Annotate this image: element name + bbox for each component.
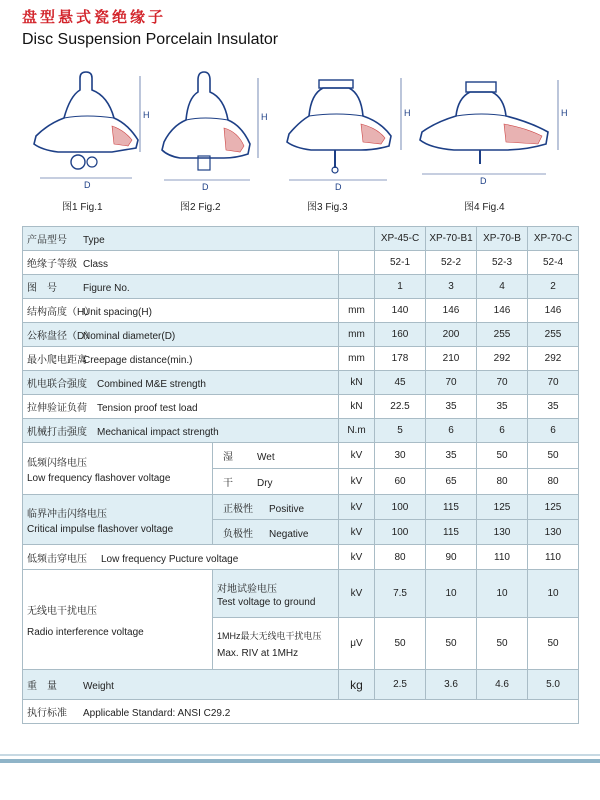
value-cell: 115 (426, 495, 477, 520)
row-label-en: Radio interference voltage (27, 626, 144, 638)
value-cell: 52-2 (426, 251, 477, 275)
sub-label-cn: 湿 (223, 452, 233, 463)
unit-cell: mm (339, 299, 375, 323)
sub-label-en: Max. RIV at 1MHz (217, 647, 299, 659)
insulator-drawing-2 (158, 70, 278, 195)
table-row (23, 323, 579, 347)
value-cell: 50 (477, 618, 528, 670)
value-cell: 50 (477, 443, 528, 469)
row-label-cn: 低频闪络电压 (27, 457, 87, 469)
sub-label-cn: 负极性 (223, 528, 253, 540)
value-cell: 10 (426, 570, 477, 618)
insulator-drawing-3 (283, 70, 413, 195)
dim-d-1: D (84, 180, 91, 190)
value-cell: 4 (477, 275, 528, 299)
page-title-en: Disc Suspension Porcelain Insulator (22, 31, 279, 48)
row-label-cn: 公称盘径（D） (27, 331, 95, 342)
value-cell: 35 (477, 395, 528, 419)
row-label-en: Low frequency Pucture voltage (101, 553, 239, 565)
value-cell: 22.5 (375, 395, 426, 419)
row-label-en: Unit spacing(H) (83, 307, 152, 318)
value-cell: 52-3 (477, 251, 528, 275)
value-cell: 292 (477, 347, 528, 371)
value-cell: 255 (528, 323, 579, 347)
table-row (23, 419, 579, 443)
unit-cell: kV (339, 520, 375, 545)
row-label-en: Tension proof test load (97, 403, 198, 414)
value-cell: 6 (426, 419, 477, 443)
unit-cell: kV (339, 469, 375, 495)
value-cell: 70 (426, 371, 477, 395)
row-label-en: Low frequency flashover voltage (27, 472, 171, 484)
bottom-divider-dark (0, 759, 600, 763)
table-row (23, 570, 579, 618)
row-label-en: Creepage distance(min.) (83, 355, 193, 366)
value-cell: 35 (528, 395, 579, 419)
table-row (23, 371, 579, 395)
dim-h-3: H (404, 108, 411, 118)
table-row (23, 347, 579, 371)
value-cell: 70 (528, 371, 579, 395)
sub-label-cn: 1MHz最大无线电干扰电压 (217, 630, 322, 641)
table-row (23, 299, 579, 323)
model-cell: XP-70-C (528, 227, 579, 251)
unit-cell (339, 251, 375, 275)
row-label-cn: 机械打击强度 (27, 427, 87, 438)
figure-3-caption: 图3 Fig.3 (307, 202, 348, 213)
value-cell: 3 (426, 275, 477, 299)
spec-table (22, 226, 579, 724)
sub-label-en: Positive (269, 503, 305, 515)
value-cell: 6 (477, 419, 528, 443)
table-row (23, 545, 579, 570)
dim-d-2: D (202, 182, 209, 192)
table-row (23, 275, 579, 299)
figure-4 (418, 70, 578, 213)
insulator-drawing-1 (28, 70, 158, 195)
lowfreq-label-cell (23, 443, 213, 495)
unit-cell: kN (339, 395, 375, 419)
value-cell: 45 (375, 371, 426, 395)
figures-row (0, 70, 600, 220)
value-cell: 1 (375, 275, 426, 299)
value-cell: 292 (528, 347, 579, 371)
row-label-cn: 执行标准 (27, 708, 67, 719)
value-cell: 110 (477, 545, 528, 570)
page-title-cn: 盘型悬式瓷绝缘子 (22, 8, 167, 26)
dim-h-4: H (561, 108, 568, 118)
unit-cell: μV (339, 618, 375, 670)
value-cell: 125 (477, 495, 528, 520)
row-label-cn: 图 号 (27, 283, 57, 294)
value-cell: 70 (477, 371, 528, 395)
row-label-en: Critical impulse flashover voltage (27, 523, 174, 535)
value-cell: 146 (528, 299, 579, 323)
row-label-cn: 拉伸验证负荷 (27, 403, 87, 414)
sub-label-en: Wet (257, 452, 275, 463)
value-cell: 60 (375, 469, 426, 495)
value-cell: 125 (528, 495, 579, 520)
unit-cell: kg (339, 670, 375, 700)
value-cell: 115 (426, 520, 477, 545)
table-row (23, 251, 579, 275)
value-cell: 52-1 (375, 251, 426, 275)
table-row (23, 700, 579, 724)
figure-2 (158, 70, 278, 213)
sub-label-en: Negative (269, 528, 309, 540)
sub-label-cn: 对地试验电压 (217, 583, 277, 595)
sub-label-cn: 正极性 (223, 503, 253, 515)
value-cell: 7.5 (375, 570, 426, 618)
insulator-drawing-4 (418, 70, 578, 195)
value-cell: 50 (426, 618, 477, 670)
dim-d-4: D (480, 176, 487, 186)
impulse-label-cell (23, 495, 213, 545)
unit-cell: mm (339, 347, 375, 371)
value-cell: 130 (477, 520, 528, 545)
row-label-cn: 临界冲击闪络电压 (27, 508, 107, 520)
figure-3 (283, 70, 413, 213)
figure-4-caption: 图4 Fig.4 (464, 202, 505, 213)
unit-cell: kV (339, 495, 375, 520)
row-label-en: Weight (83, 681, 114, 692)
row-label-en: Figure No. (83, 283, 130, 294)
value-cell: 110 (528, 545, 579, 570)
value-cell: 130 (528, 520, 579, 545)
value-cell: 35 (426, 443, 477, 469)
value-cell: 200 (426, 323, 477, 347)
value-cell: 30 (375, 443, 426, 469)
value-cell: 2 (528, 275, 579, 299)
value-cell: 146 (426, 299, 477, 323)
value-cell: 80 (375, 545, 426, 570)
model-cell: XP-70-B1 (426, 227, 477, 251)
row-label-cn: 低频击穿电压 (27, 553, 87, 565)
row-label-en: Mechanical impact strength (97, 427, 219, 438)
value-cell: 5 (375, 419, 426, 443)
value-cell: 65 (426, 469, 477, 495)
table-row (23, 443, 579, 469)
value-cell: 6 (528, 419, 579, 443)
standard-text: Applicable Standard: ANSI C29.2 (83, 708, 231, 719)
row-label-cn: 无线电干扰电压 (27, 605, 97, 617)
value-cell: 10 (477, 570, 528, 618)
unit-cell (339, 275, 375, 299)
value-cell: 2.5 (375, 670, 426, 700)
value-cell: 5.0 (528, 670, 579, 700)
sub-label-cn: 干 (223, 478, 233, 489)
value-cell: 35 (426, 395, 477, 419)
value-cell: 3.6 (426, 670, 477, 700)
value-cell: 90 (426, 545, 477, 570)
row-label-cn: 最小爬电距离 (27, 355, 87, 366)
dim-h-2: H (261, 112, 268, 122)
header-type-cn: 产品型号 (27, 235, 67, 246)
value-cell: 50 (528, 618, 579, 670)
row-label-cn: 重 量 (27, 681, 57, 692)
unit-cell: kV (339, 545, 375, 570)
value-cell: 160 (375, 323, 426, 347)
sub-label-en: Dry (257, 478, 273, 489)
value-cell: 146 (477, 299, 528, 323)
figure-1 (28, 70, 158, 213)
table-header-row (23, 227, 579, 251)
value-cell: 80 (477, 469, 528, 495)
unit-cell: kN (339, 371, 375, 395)
model-cell: XP-45-C (375, 227, 426, 251)
row-label-en: Combined M&E strength (97, 379, 206, 390)
value-cell: 4.6 (477, 670, 528, 700)
dim-h-1: H (143, 110, 150, 120)
table-row (23, 495, 579, 520)
value-cell: 50 (528, 443, 579, 469)
value-cell: 10 (528, 570, 579, 618)
model-cell: XP-70-B (477, 227, 528, 251)
table-row (23, 670, 579, 700)
value-cell: 210 (426, 347, 477, 371)
unit-cell: kV (339, 443, 375, 469)
unit-cell: kV (339, 570, 375, 618)
figure-1-caption: 图1 Fig.1 (62, 202, 103, 213)
table-row (23, 395, 579, 419)
value-cell: 50 (375, 618, 426, 670)
value-cell: 178 (375, 347, 426, 371)
value-cell: 255 (477, 323, 528, 347)
header-type-en: Type (83, 235, 105, 246)
row-label-cn: 绝缘子等级 (27, 259, 77, 270)
unit-cell: N.m (339, 419, 375, 443)
row-label-cn: 机电联合强度 (27, 379, 87, 390)
dim-d-3: D (335, 182, 342, 192)
value-cell: 100 (375, 495, 426, 520)
figure-2-caption: 图2 Fig.2 (180, 202, 221, 213)
sub-label-en: Test voltage to ground (217, 596, 316, 608)
value-cell: 52-4 (528, 251, 579, 275)
row-label-cn: 结构高度（H） (27, 307, 95, 318)
bottom-divider-light (0, 754, 600, 756)
value-cell: 80 (528, 469, 579, 495)
row-label-en: Class (83, 259, 109, 270)
radio-label-cell (23, 570, 213, 670)
row-label-en: Nominal diameter(D) (83, 331, 176, 342)
spec-table-wrapper (22, 226, 578, 724)
value-cell: 100 (375, 520, 426, 545)
value-cell: 140 (375, 299, 426, 323)
unit-cell: mm (339, 323, 375, 347)
